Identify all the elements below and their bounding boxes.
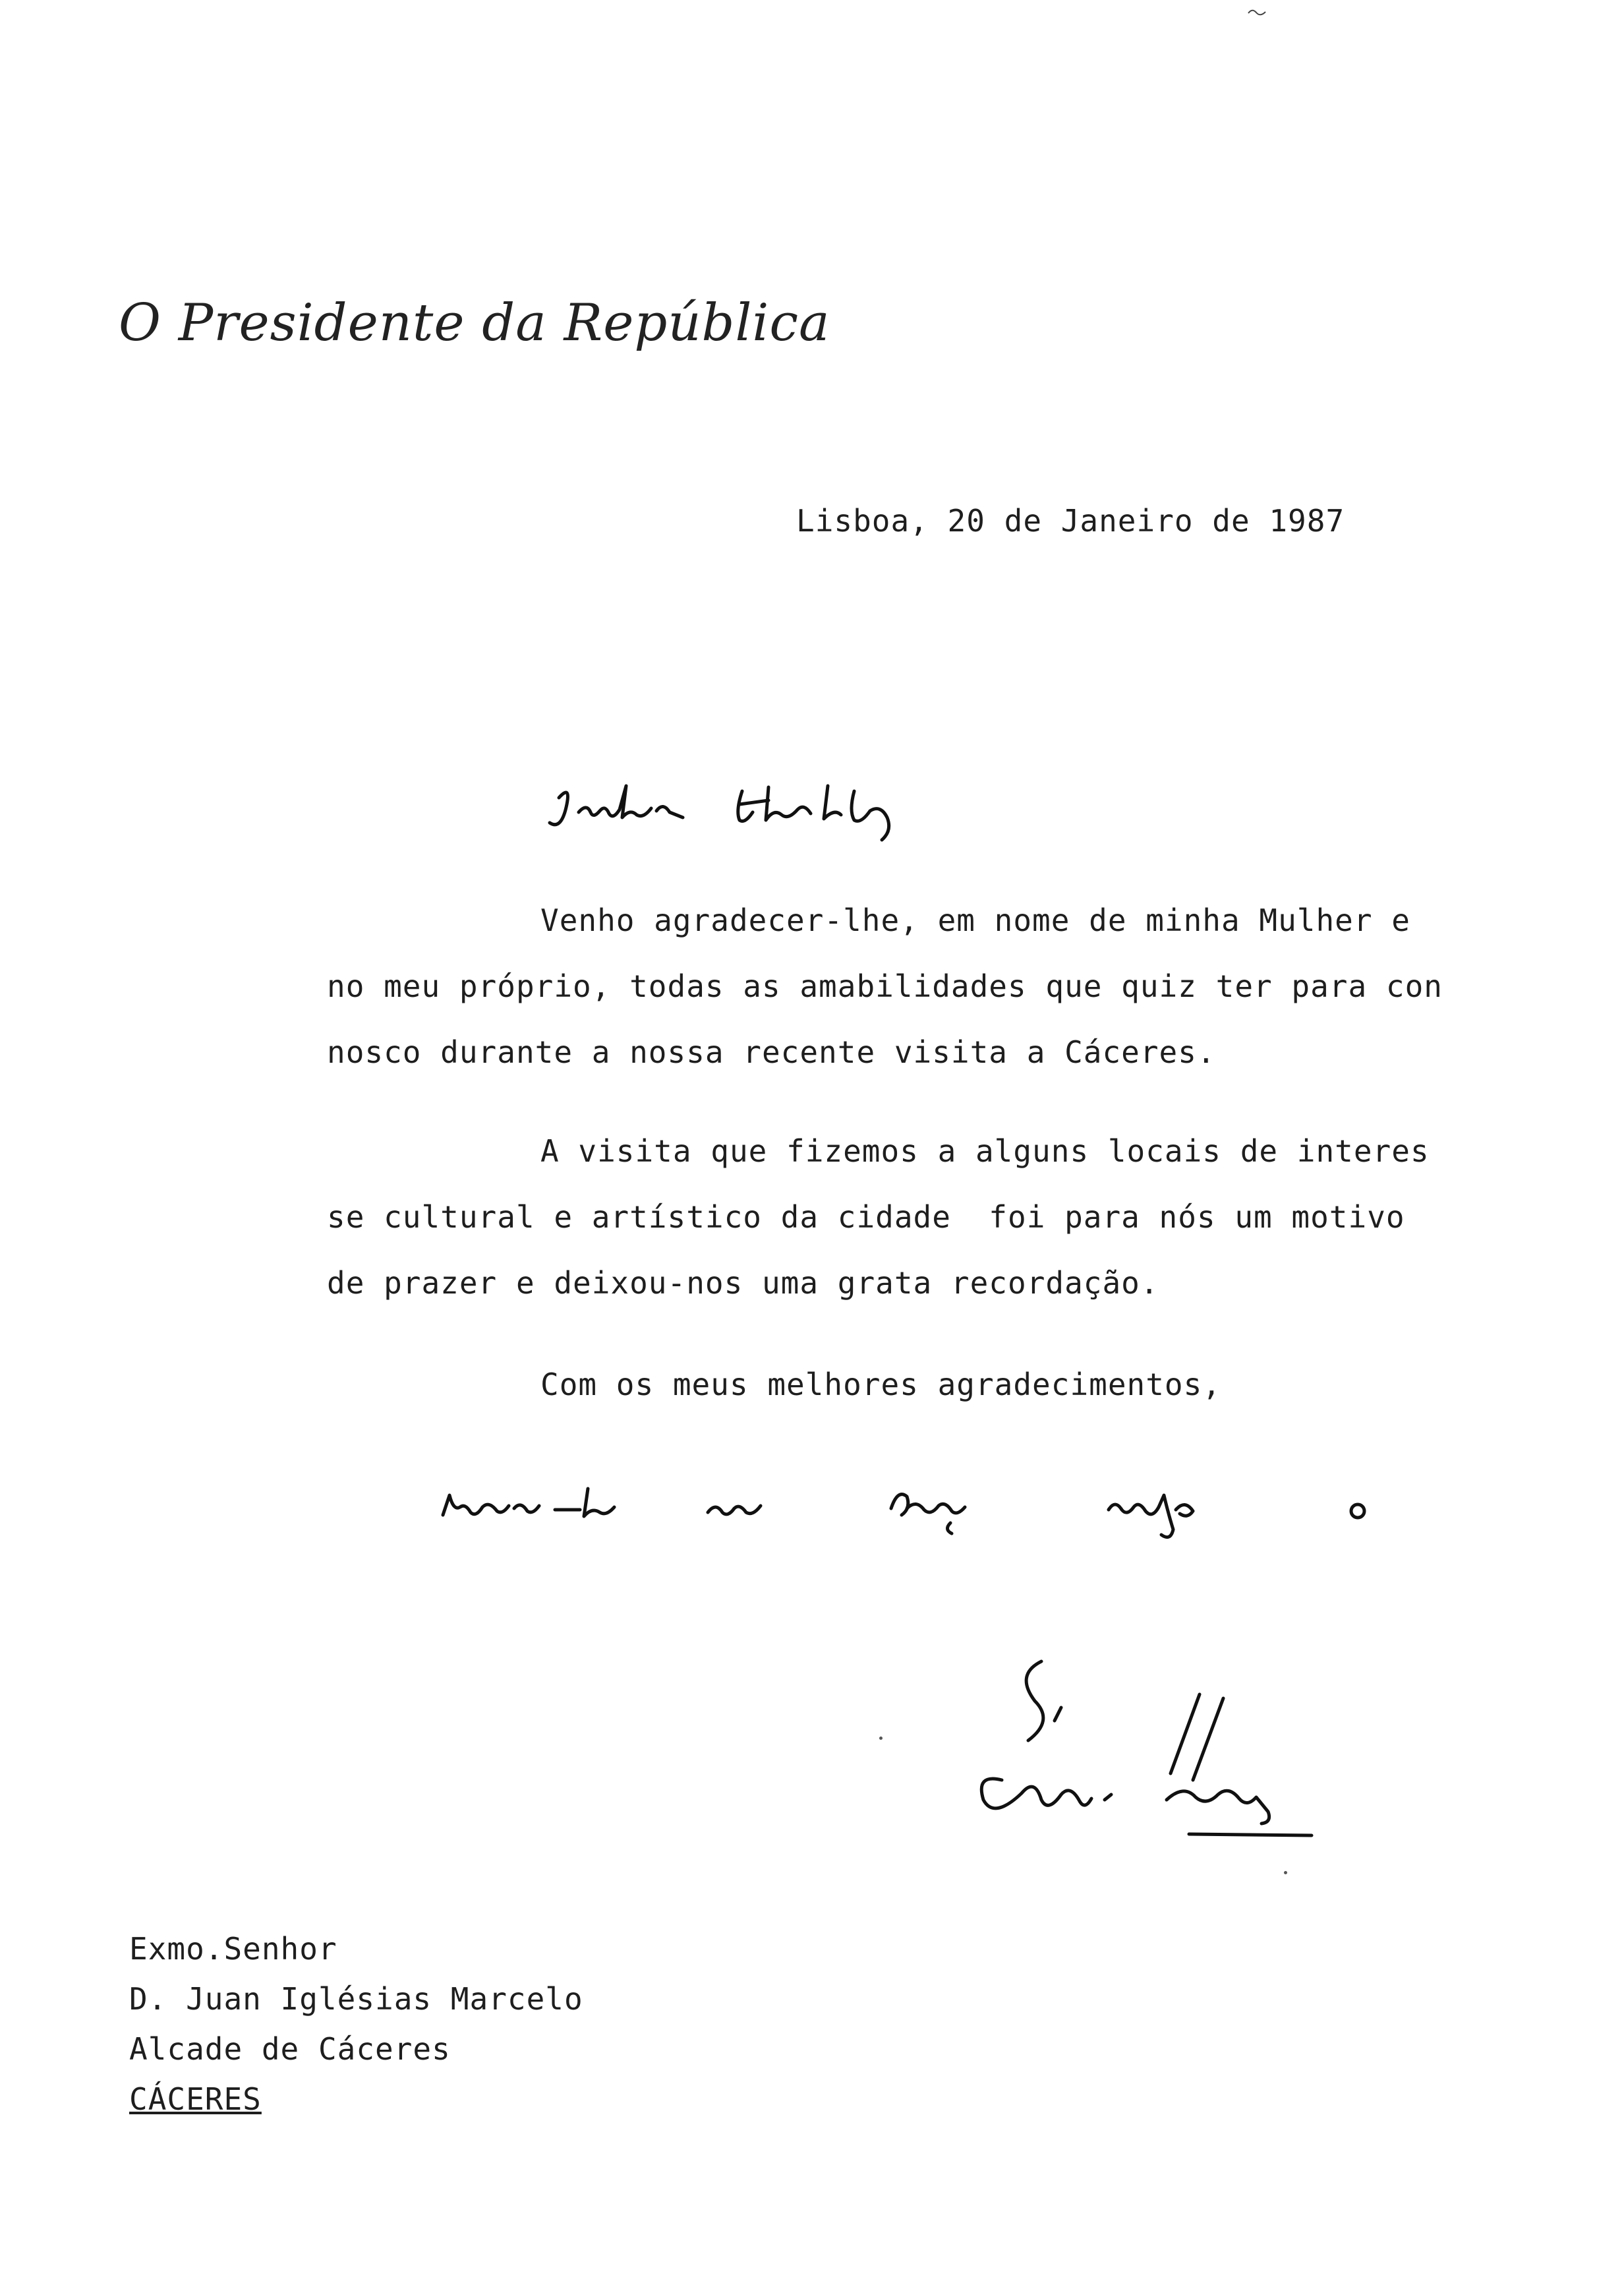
- handwritten-salutation: [544, 771, 953, 853]
- ink-dot: [879, 1737, 883, 1740]
- paragraph1-line3: nosco durante a nossa recente visita a Cáceres.: [327, 1034, 1216, 1070]
- address-line1: Exmo.Senhor: [129, 1931, 337, 1967]
- address-line4: CÁCERES: [129, 2081, 262, 2117]
- paragraph1-line2: no meu próprio, todas as amabilidades que quiz ter para con: [327, 968, 1443, 1004]
- handwritten-farewell: [436, 1469, 1372, 1551]
- scan-mark: [1247, 7, 1267, 17]
- signature: [962, 1648, 1331, 1862]
- letter-date: Lisboa, 20 de Janeiro de 1987: [796, 503, 1345, 539]
- address-line3: Alcade de Cáceres: [129, 2031, 451, 2067]
- letterhead-title: O Presidente da República: [119, 293, 830, 353]
- ink-dot: [1284, 1871, 1287, 1874]
- paragraph2-line2: se cultural e artístico da cidade foi para nós um motivo: [327, 1199, 1405, 1235]
- paragraph2-line1: A visita que fizemos a alguns locais de interes: [540, 1133, 1430, 1169]
- address-line2: D. Juan Iglésias Marcelo: [129, 1981, 583, 2017]
- paragraph1-line1: Venho agradecer-lhe, em nome de minha Mulher e: [540, 903, 1410, 938]
- closing-line: Com os meus melhores agradecimentos,: [540, 1367, 1221, 1402]
- paragraph2-line3: de prazer e deixou-nos uma grata recordação.: [327, 1265, 1159, 1301]
